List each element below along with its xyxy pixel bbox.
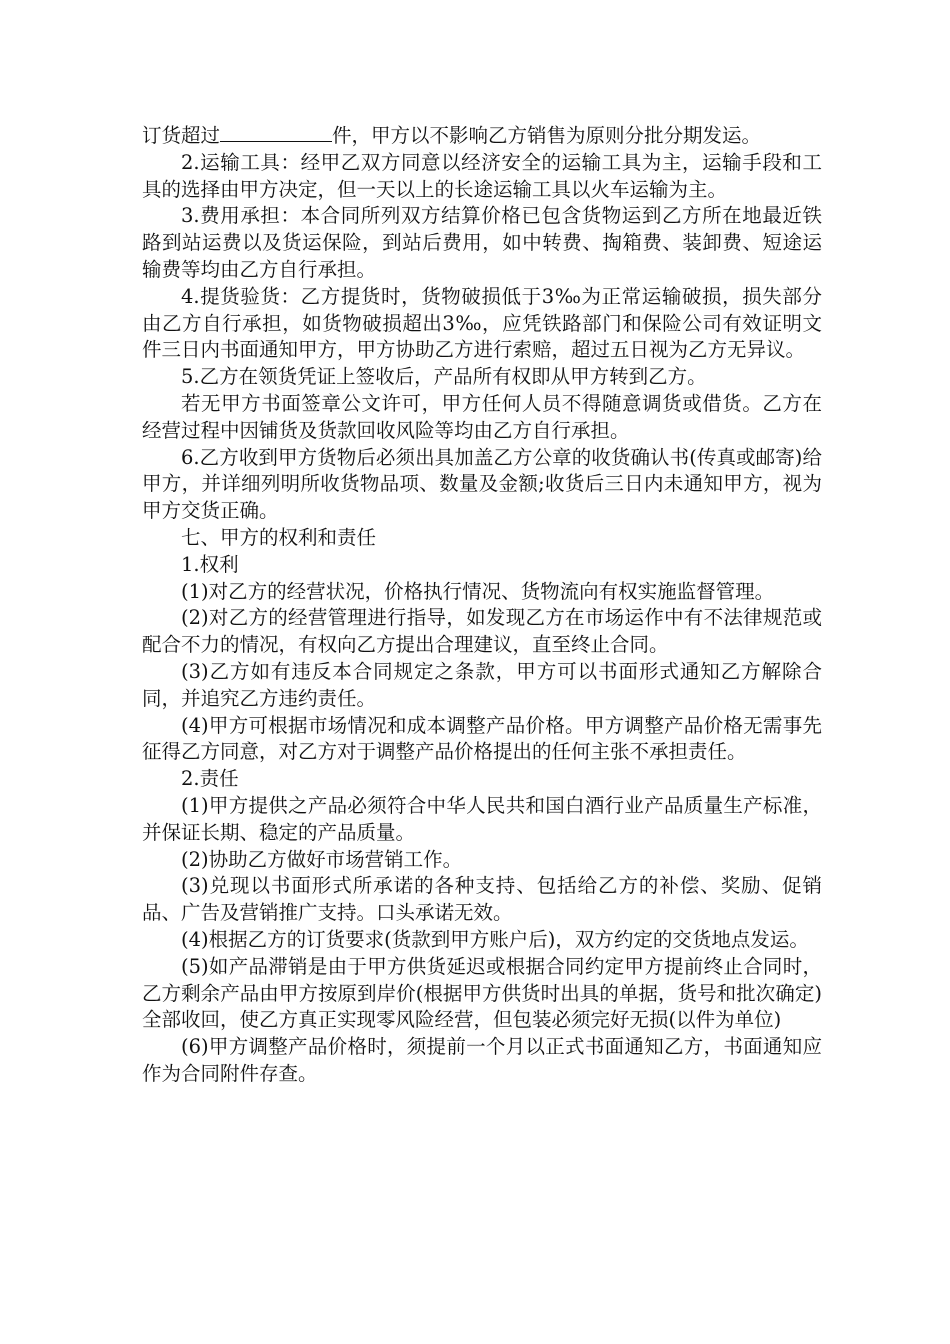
paragraph-cost-bearing: 3.费用承担：本合同所列双方结算价格已包含货物运到乙方所在地最近铁路到站运费以及货运保险，到站后费用，如中转费、掏箱费、装卸费、短途运输费等均由乙方自行承担。 (142, 204, 822, 281)
paragraph-text-before-blank: 订货超过 (142, 124, 221, 147)
section-heading-party-a-rights: 七、甲方的权利和责任 (181, 525, 377, 549)
responsibility-item-2: (2)协助乙方做好市场营销工作。 (181, 847, 463, 871)
responsibility-item-3: (3)兑现以书面形式所承诺的各种支持、包括给乙方的补偿、奖励、促销品、广告及营销推广支持。口头承诺无效。 (142, 874, 822, 925)
subheading-responsibilities: 2.责任 (181, 767, 239, 791)
responsibility-item-4: (4)根据乙方的订货要求(货款到甲方账户后)，双方约定的交货地点发运。 (181, 927, 809, 951)
paragraph-ownership-transfer: 5.乙方在领货凭证上签收后，产品所有权即从甲方转到乙方。 (181, 365, 707, 389)
paragraph-transport-tools: 2.运输工具：经甲乙双方同意以经济安全的运输工具为主，运输手段和工具的选择由甲方决定，但一天以上的长途运输工具以火车运输为主。 (142, 150, 822, 201)
paragraph-no-transfer-without-permit: 若无甲方书面签章公文许可，甲方任何人员不得随意调货或借货。乙方在经营过程中因铺货及货款回收风险等均由乙方自行承担。 (142, 391, 822, 442)
rights-item-3: (3)乙方如有违反本合同规定之条款，甲方可以书面形式通知乙方解除合同，并追究乙方违约责任。 (142, 659, 822, 710)
paragraph-delivery-batches (142, 123, 822, 150)
responsibility-item-5: (5)如产品滞销是由于甲方供货延迟或根据合同约定甲方提前终止合同时，乙方剩余产品由甲方按原到岸价(根据甲方供货时出具的单据，货号和批次确定)全部收回，使乙方真正实现零风险经营，但包装必须完好无损(以件为单位) (142, 954, 822, 1032)
responsibility-item-1: (1)甲方提供之产品必须符合中华人民共和国白酒行业产品质量生产标准，并保证长期、稳定的产品质量。 (142, 793, 822, 844)
paragraph-text-after-blank: 件，甲方以不影响乙方销售为原则分批分期发运。 (332, 124, 762, 147)
paragraph-pickup-inspection: 4.提货验货：乙方提货时，货物破损低于3‰为正常运输破损，损失部分由乙方自行承担，如货物破损超出3‰，应凭铁路部门和保险公司有效证明文件三日内书面通知甲方，甲方协助乙方进行索赔，超过五日视为乙方无异议。 (142, 284, 822, 362)
contract-page (142, 123, 822, 1088)
rights-item-1: (1)对乙方的经营状况，价格执行情况、货物流向有权实施监督管理。 (181, 579, 775, 603)
rights-item-2: (2)对乙方的经营管理进行指导，如发现乙方在市场运作中有不法律规范或配合不力的情况，有权向乙方提出合理建议，直至终止合同。 (142, 606, 822, 657)
quantity-blank (220, 123, 332, 142)
subheading-rights: 1.权利 (181, 552, 239, 576)
responsibility-item-6: (6)甲方调整产品价格时，须提前一个月以正式书面通知乙方，书面通知应作为合同附件存查。 (142, 1035, 822, 1085)
rights-item-4: (4)甲方可根据市场情况和成本调整产品价格。甲方调整产品价格无需事先征得乙方同意，对乙方对于调整产品价格提出的任何主张不承担责任。 (142, 713, 822, 764)
paragraph-receipt-confirmation: 6.乙方收到甲方货物后必须出具加盖乙方公章的收货确认书(传真或邮寄)给甲方，并详细列明所收货物品项、数量及金额;收货后三日内未通知甲方，视为甲方交货正确。 (142, 445, 822, 523)
